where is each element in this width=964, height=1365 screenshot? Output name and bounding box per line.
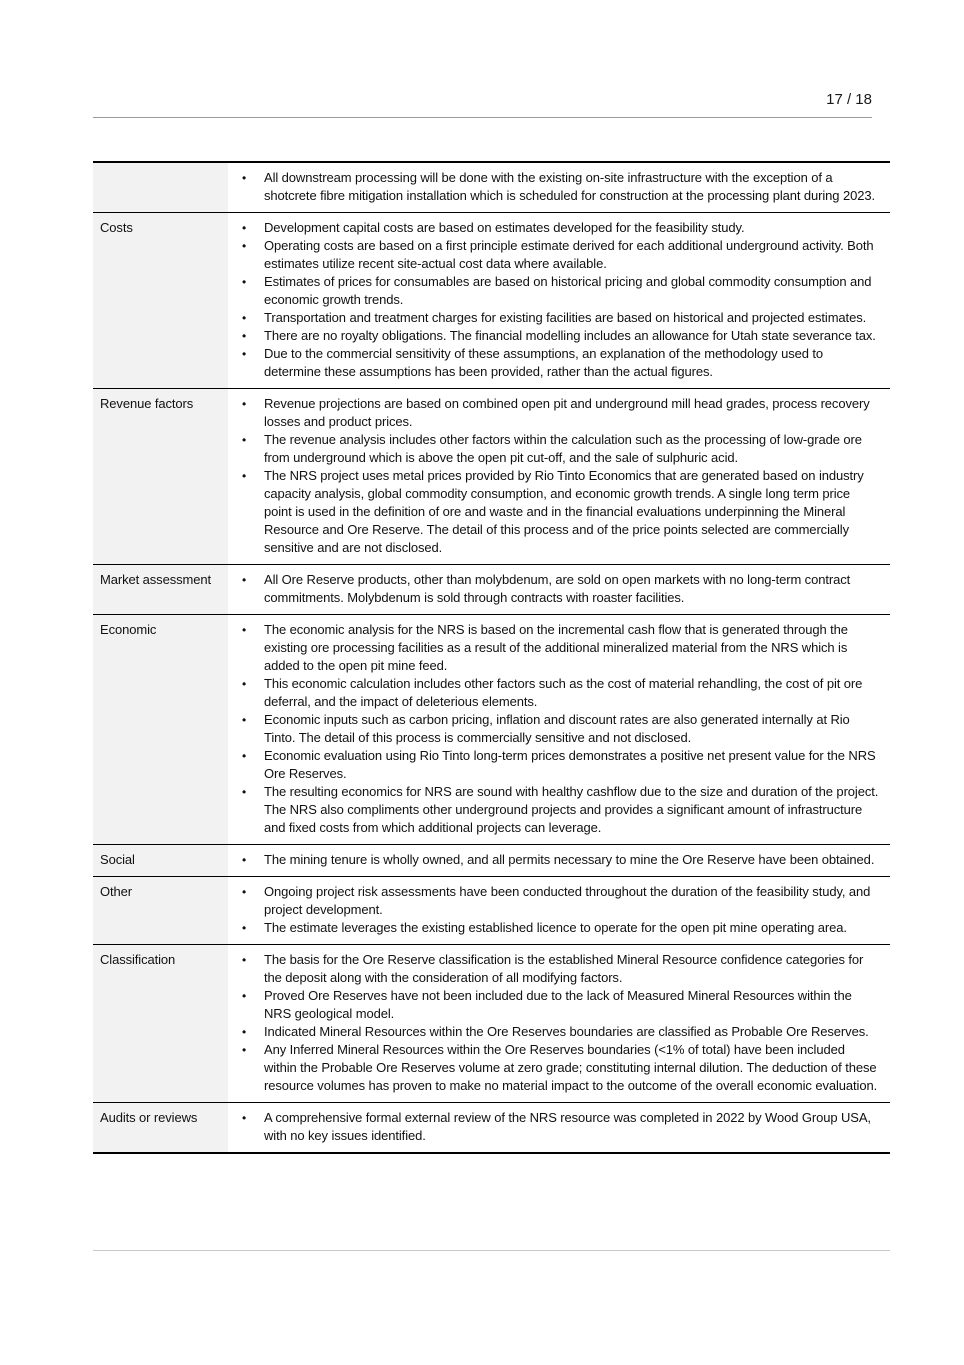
bullet-item [228,237,880,273]
table-row [93,615,890,845]
bullet-icon: • [242,749,247,763]
row-content [228,877,890,944]
bullet-icon: • [242,433,247,447]
table-row [93,845,890,877]
bullet-item [228,851,880,869]
modifying-factors-table [93,161,890,1154]
bullet-icon: • [242,347,247,361]
bullet-icon: • [242,275,247,289]
bullet-item [228,345,880,381]
bullet-item [228,1041,880,1095]
bullet-icon: • [242,677,247,691]
row-content [228,163,890,212]
bullet-text: Ongoing project risk assessments have been conducted throughout the duration of the feasibility study, and project development. [264,884,871,917]
row-label: Audits or reviews [93,1103,228,1152]
row-content [228,1103,890,1152]
row-content [228,945,890,1102]
bullet-text: The resulting economics for NRS are sound with healthy cashflow due to the size and duration of the project. The NRS also compliments other underground projects and provides a significant amount of infrastructure and fixed costs from which additional projects can leverage. [264,784,879,835]
bullet-icon: • [242,885,247,899]
bullet-text: A comprehensive formal external review of the NRS resource was completed in 2022 by Wood Group USA, with no key issues identified. [264,1110,871,1143]
bullet-text: The mining tenure is wholly owned, and all permits necessary to mine the Ore Reserve have been obtained. [264,852,875,867]
bullet-icon: • [242,171,247,185]
table-row [93,565,890,615]
row-content [228,615,890,844]
bullet-text: All downstream processing will be done with the existing on-site infrastructure with the exception of a shotcrete fibre mitigation installation which is scheduled for construction at the processing plant during 2023. [264,170,875,203]
bullet-text: Development capital costs are based on estimates developed for the feasibility study. [264,220,745,235]
bullet-item [228,467,880,557]
bullet-item [228,675,880,711]
bullet-item [228,711,880,747]
bullet-icon: • [242,573,247,587]
bullet-text: Proved Ore Reserves have not been included due to the lack of Measured Mineral Resources within the NRS geological model. [264,988,852,1021]
bullet-text: The estimate leverages the existing established licence to operate for the open pit mine operating area. [264,920,847,935]
bullet-icon: • [242,1025,247,1039]
bullet-icon: • [242,221,247,235]
row-label: Social [93,845,228,876]
bullet-icon: • [242,397,247,411]
bullet-text: Operating costs are based on a first principle estimate derived for each additional underground activity. Both estimates utilize recent site-actual cost data where available. [264,238,874,271]
row-content [228,213,890,388]
bullet-text: Any Inferred Mineral Resources within the Ore Reserves boundaries (<1% of total) have been included within the Probable Ore Reserves volume at zero grade; constituting internal dilution. The deduction of these resource volumes has proven to make no material impact to the outcome of the overall economic evaluation. [264,1042,878,1093]
table-row [93,389,890,565]
bullet-item [228,1023,880,1041]
bullet-text: The NRS project uses metal prices provided by Rio Tinto Economics that are generated based on industry capacity analysis, global commodity consumption, and economic growth trends. A single long term price point is used in the definition of ore and waste and in the financial evaluations underpinning the Mineral Resource and Ore Reserve. The detail of this process and of the price points selected are commercially sensitive and are not disclosed. [264,468,864,555]
bullet-icon: • [242,469,247,483]
row-content [228,845,890,876]
bullet-icon: • [242,623,247,637]
table-row [93,877,890,945]
bullet-icon: • [242,785,247,799]
bullet-item [228,571,880,607]
bullet-item [228,169,880,205]
row-label: Economic [93,615,228,844]
bullet-icon: • [242,1043,247,1057]
bullet-item [228,747,880,783]
bullet-text: Indicated Mineral Resources within the Ore Reserves boundaries are classified as Probable Ore Reserves. [264,1024,869,1039]
bullet-item [228,273,880,309]
bullet-text: Estimates of prices for consumables are based on historical pricing and global commodity consumption and economic growth trends. [264,274,872,307]
bullet-item [228,219,880,237]
bullet-item [228,621,880,675]
page-number: 17 / 18 [826,91,872,108]
bullet-item [228,309,880,327]
row-label [93,163,228,212]
bullet-icon: • [242,853,247,867]
bullet-item [228,431,880,467]
bullet-icon: • [242,921,247,935]
bullet-icon: • [242,713,247,727]
bullet-item [228,395,880,431]
bullet-text: All Ore Reserve products, other than molybdenum, are sold on open markets with no long-term contract commitments. Molybdenum is sold through contracts with roaster facilities. [264,572,851,605]
bullet-item [228,783,880,837]
bullet-text: There are no royalty obligations. The financial modelling includes an allowance for Utah state severance tax. [264,328,876,343]
bullet-text: The economic analysis for the NRS is based on the incremental cash flow that is generated through the existing ore processing facilities as a result of the additional mineralized material from the NRS which is added to the open pit mine feed. [264,622,848,673]
bullet-item [228,987,880,1023]
row-label: Revenue factors [93,389,228,564]
table-row [93,1103,890,1152]
bullet-item [228,327,880,345]
bullet-text: The revenue analysis includes other factors within the calculation such as the processing of low-grade ore from underground which is above the open pit cut-off, and the sale of sulphuric acid. [264,432,862,465]
bullet-icon: • [242,329,247,343]
row-label: Market assessment [93,565,228,614]
table-row [93,213,890,389]
bullet-icon: • [242,239,247,253]
bullet-item [228,919,880,937]
bullet-text: Due to the commercial sensitivity of these assumptions, an explanation of the methodology used to determine these assumptions has been provided, rather than the actual figures. [264,346,824,379]
bullet-text: Transportation and treatment charges for existing facilities are based on historical and projected estimates. [264,310,867,325]
bullet-text: Economic inputs such as carbon pricing, inflation and discount rates are also generated internally at Rio Tinto. The detail of this process is commercially sensitive and not disclosed. [264,712,850,745]
row-content [228,389,890,564]
bullet-icon: • [242,953,247,967]
table-row [93,163,890,213]
bullet-icon: • [242,311,247,325]
bullet-item [228,951,880,987]
bullet-icon: • [242,1111,247,1125]
bullet-item [228,883,880,919]
table-row [93,945,890,1103]
row-label: Classification [93,945,228,1102]
header-rule [93,117,872,118]
bullet-text: Economic evaluation using Rio Tinto long-term prices demonstrates a positive net present value for the NRS Ore Reserves. [264,748,876,781]
row-label: Other [93,877,228,944]
bullet-text: This economic calculation includes other factors such as the cost of material rehandling, the cost of pit ore deferral, and the impact of deleterious elements. [264,676,863,709]
bullet-text: Revenue projections are based on combined open pit and underground mill head grades, process recovery losses and product prices. [264,396,870,429]
table-bottom-shadow-line [93,1250,890,1251]
bullet-item [228,1109,880,1145]
bullet-icon: • [242,989,247,1003]
row-label: Costs [93,213,228,388]
bullet-text: The basis for the Ore Reserve classification is the established Mineral Resource confidence categories for the deposit along with the consideration of all modifying factors. [264,952,864,985]
row-content [228,565,890,614]
